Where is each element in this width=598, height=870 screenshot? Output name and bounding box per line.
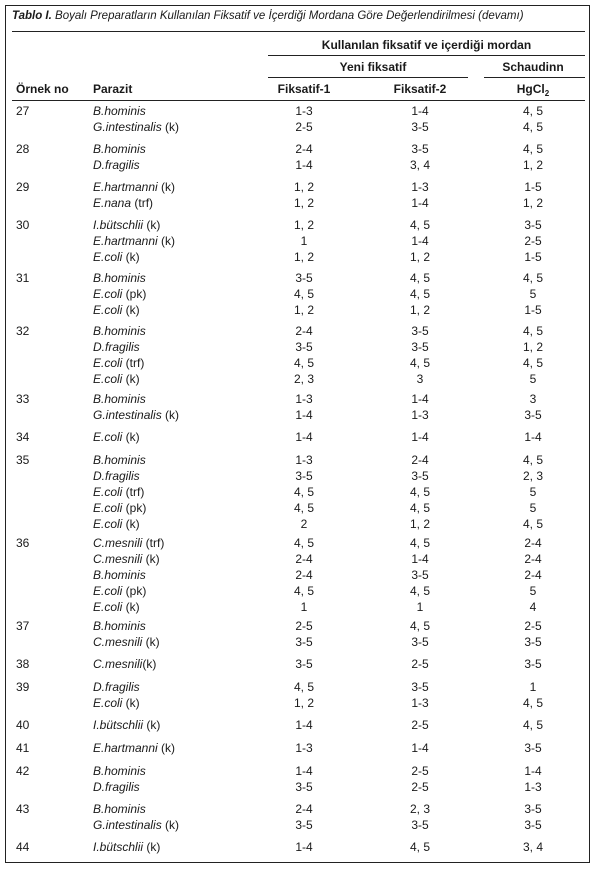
hgcl2-score: 1, 2 <box>522 196 543 210</box>
fiksatif1-score: 2 <box>300 517 308 531</box>
fiksatif2-score: 4, 5 <box>409 485 430 499</box>
parasite-cell <box>93 840 160 854</box>
hgcl2-base: HgCl <box>516 82 545 96</box>
fiksatif1-score: 1, 2 <box>293 196 314 210</box>
species-name: B.hominis <box>93 324 146 338</box>
fiksatif1-score: 1 <box>300 234 308 248</box>
species-name: B.hominis <box>93 104 146 118</box>
fiksatif2-score: 3-5 <box>411 680 429 694</box>
species-name: C.mesnili <box>93 657 143 671</box>
hgcl2-score: 2-5 <box>524 619 542 633</box>
species-name: E.coli <box>93 287 123 301</box>
fiksatif1-score: 1-4 <box>295 764 313 778</box>
sample-number: 38 <box>16 657 30 671</box>
stage-label: (k) <box>122 372 140 386</box>
species-name: B.hominis <box>93 271 146 285</box>
hgcl2-score: 3 <box>529 392 537 406</box>
hgcl2-score: 4, 5 <box>522 356 543 370</box>
fiksatif1-score: 3-5 <box>295 780 313 794</box>
fiksatif2-score: 4, 5 <box>409 218 430 232</box>
parasite-cell <box>93 234 175 248</box>
fiksatif2-score: 1, 2 <box>409 517 430 531</box>
yeni-fiksatif-header: Yeni fiksatif <box>339 60 407 74</box>
species-name: E.hartmanni <box>93 234 158 248</box>
fiksatif2-score: 3-5 <box>411 120 429 134</box>
hgcl2-score: 3-5 <box>524 408 542 422</box>
hgcl2-score: 1-4 <box>524 430 542 444</box>
hgcl2-score: 2, 3 <box>522 469 543 483</box>
fiksatif2-score: 1-4 <box>411 234 429 248</box>
fiksatif2-score: 3-5 <box>411 142 429 156</box>
sample-number: 33 <box>16 392 30 406</box>
fiksatif2-score: 3 <box>416 372 424 386</box>
parasite-cell <box>93 196 153 210</box>
fiksatif2-score: 1-4 <box>411 392 429 406</box>
species-name: E.hartmanni <box>93 180 158 194</box>
sample-number: 41 <box>16 741 30 755</box>
fiksatif1-score: 4, 5 <box>293 584 314 598</box>
sample-number: 31 <box>16 271 30 285</box>
stage-label: (trf) <box>122 485 145 499</box>
parasite-cell <box>93 142 146 156</box>
stage-label: (k) <box>161 120 180 134</box>
fiksatif2-score: 1-3 <box>411 696 429 710</box>
species-name: B.hominis <box>93 764 146 778</box>
fiksatif2-score: 4, 5 <box>409 501 430 515</box>
hgcl2-score: 5 <box>529 485 537 499</box>
species-name: C.mesnili <box>93 552 143 566</box>
fiksatif2-score: 2-5 <box>411 657 429 671</box>
species-name: E.coli <box>93 501 123 515</box>
species-name: D.fragilis <box>93 469 140 483</box>
hgcl2-score: 4, 5 <box>522 718 543 732</box>
stage-label: (k) <box>157 234 176 248</box>
fiksatif1-score: 1-4 <box>295 840 313 854</box>
hgcl2-score: 2-4 <box>524 568 542 582</box>
species-name: I.bütschlii <box>93 840 144 854</box>
fiksatif1-score: 2-5 <box>295 120 313 134</box>
fiksatif1-score: 2-4 <box>295 802 313 816</box>
hgcl2-score: 4 <box>529 600 537 614</box>
hgcl2-score: 1-3 <box>524 780 542 794</box>
species-name: E.hartmanni <box>93 741 158 755</box>
parasite-cell <box>93 741 175 755</box>
species-name: I.bütschlii <box>93 218 144 232</box>
schaudinn-rule <box>484 77 585 78</box>
species-name: E.coli <box>93 250 123 264</box>
fiksatif1-score: 3-5 <box>295 340 313 354</box>
parasite-cell <box>93 657 156 671</box>
hgcl2-score: 3-5 <box>524 218 542 232</box>
fiksatif1-score: 3-5 <box>295 657 313 671</box>
parasite-cell <box>93 635 160 649</box>
stage-label: (k) <box>122 250 140 264</box>
hgcl2-score: 3-5 <box>524 741 542 755</box>
fiksatif2-score: 2-5 <box>411 780 429 794</box>
parasite-cell <box>93 340 140 354</box>
parasite-cell <box>93 552 160 566</box>
stage-label: (k) <box>142 552 160 566</box>
fiksatif2-score: 1 <box>416 600 424 614</box>
fiksatif2-score: 4, 5 <box>409 536 430 550</box>
fiksatif1-score: 1, 2 <box>293 218 314 232</box>
species-name: E.coli <box>93 430 123 444</box>
parasite-cell <box>93 818 179 832</box>
fiksatif1-score: 2, 3 <box>293 372 314 386</box>
fiksatif1-score: 1-3 <box>295 453 313 467</box>
parasite-cell <box>93 180 175 194</box>
caption-text: Boyalı Preparatların Kullanılan Fiksatif ve İçerdiği Mordana Göre Değerlendirilmesi (devamı) <box>51 10 524 22</box>
schaudinn-header: Schaudinn <box>502 60 564 74</box>
sample-number: 35 <box>16 453 30 467</box>
hgcl2-score: 1 <box>529 680 537 694</box>
hgcl2-score: 5 <box>529 584 537 598</box>
species-name: E.coli <box>93 372 123 386</box>
stage-label: (k) <box>161 408 180 422</box>
species-name: E.coli <box>93 485 123 499</box>
parasite-cell <box>93 517 140 531</box>
stage-label: (k) <box>142 635 160 649</box>
stage-label: (pk) <box>122 287 147 301</box>
hgcl2-score: 3-5 <box>524 635 542 649</box>
sample-number: 39 <box>16 680 30 694</box>
parasite-cell <box>93 568 146 582</box>
parasite-cell <box>93 392 146 406</box>
species-name: D.fragilis <box>93 780 140 794</box>
fiksatif1-score: 1, 2 <box>293 250 314 264</box>
hgcl2-score: 4, 5 <box>522 120 543 134</box>
fiksatif2-score: 4, 5 <box>409 584 430 598</box>
hgcl2-score: 2-4 <box>524 536 542 550</box>
fiksatif1-score: 1-4 <box>295 718 313 732</box>
fiksatif2-score: 1, 2 <box>409 250 430 264</box>
sample-number: 30 <box>16 218 30 232</box>
parasite-cell <box>93 104 146 118</box>
species-name: G.intestinalis <box>93 120 162 134</box>
parasite-cell <box>93 696 140 710</box>
stage-label: (k) <box>122 600 140 614</box>
parasite-cell <box>93 536 164 550</box>
fiksatif1-score: 4, 5 <box>293 536 314 550</box>
hgcl2-score: 4, 5 <box>522 104 543 118</box>
header-bottom-rule <box>12 100 585 101</box>
species-name: E.coli <box>93 584 123 598</box>
parasite-cell <box>93 324 146 338</box>
stage-label: (k) <box>143 718 161 732</box>
fiksatif1-score: 3-5 <box>295 469 313 483</box>
parasite-cell <box>93 680 140 694</box>
sample-number: 40 <box>16 718 30 732</box>
parasite-cell <box>93 120 179 134</box>
parasite-cell <box>93 764 146 778</box>
hgcl2-score: 2-4 <box>524 552 542 566</box>
fiksatif2-score: 1-3 <box>411 180 429 194</box>
hgcl2-score: 4, 5 <box>522 271 543 285</box>
species-name: B.hominis <box>93 142 146 156</box>
fiksatif2-score: 2-5 <box>411 718 429 732</box>
species-name: I.bütschlii <box>93 718 144 732</box>
hgcl2-score: 5 <box>529 287 537 301</box>
caption-label: Tablo I. <box>12 10 52 22</box>
hgcl2-score: 1-5 <box>524 250 542 264</box>
stage-label: (k) <box>122 430 140 444</box>
fiksatif1-score: 2-4 <box>295 142 313 156</box>
fiksatif2-score: 2-4 <box>411 453 429 467</box>
stage-label: (trf) <box>122 356 145 370</box>
stage-label: (k) <box>143 840 161 854</box>
hgcl2-score: 4, 5 <box>522 324 543 338</box>
species-name: D.fragilis <box>93 340 140 354</box>
hgcl2-score: 3, 4 <box>522 840 543 854</box>
sample-number: 42 <box>16 764 30 778</box>
sample-number: 34 <box>16 430 30 444</box>
stage-label: (k) <box>157 180 176 194</box>
fiksatif1-score: 4, 5 <box>293 501 314 515</box>
hgcl2-score: 1-5 <box>524 180 542 194</box>
parasite-cell <box>93 287 146 301</box>
fiksatif1-score: 4, 5 <box>293 356 314 370</box>
sample-number: 27 <box>16 104 30 118</box>
hgcl2-score: 4, 5 <box>522 453 543 467</box>
parasite-cell <box>93 430 140 444</box>
fiksatif2-score: 4, 5 <box>409 271 430 285</box>
fiksatif2-score: 1-4 <box>411 552 429 566</box>
stage-label: (pk) <box>122 501 147 515</box>
fiksatif2-score: 3-5 <box>411 340 429 354</box>
parasite-cell <box>93 453 146 467</box>
fiksatif1-score: 1, 2 <box>293 696 314 710</box>
fiksatif2-score: 2-5 <box>411 764 429 778</box>
fiksatif2-score: 3-5 <box>411 635 429 649</box>
hgcl2-score: 2-5 <box>524 234 542 248</box>
parasite-cell <box>93 408 179 422</box>
stage-label: (trf) <box>142 536 165 550</box>
fiksatif1-score: 1, 2 <box>293 180 314 194</box>
fiksatif2-score: 1-4 <box>411 104 429 118</box>
fiksatif2-score: 4, 5 <box>409 287 430 301</box>
parasite-cell <box>93 619 146 633</box>
hgcl2-score: 4, 5 <box>522 517 543 531</box>
fiksatif1-score: 3-5 <box>295 635 313 649</box>
top-rule <box>12 31 585 32</box>
hgcl2-score: 4, 5 <box>522 696 543 710</box>
fiksatif1-score: 2-4 <box>295 324 313 338</box>
parasite-cell <box>93 600 140 614</box>
species-name: E.coli <box>93 303 123 317</box>
fiksatif1-score: 1-4 <box>295 158 313 172</box>
fiksatif2-score: 1-3 <box>411 408 429 422</box>
hgcl2-score: 5 <box>529 372 537 386</box>
stage-label: (pk) <box>122 584 147 598</box>
fiksatif1-score: 3-5 <box>295 271 313 285</box>
fiksatif1-score: 1-4 <box>295 408 313 422</box>
species-name: G.intestinalis <box>93 818 162 832</box>
parasite-cell <box>93 250 140 264</box>
parasite-cell <box>93 485 144 499</box>
fiksatif1-score: 1-3 <box>295 741 313 755</box>
fiksatif2-score: 3, 4 <box>409 158 430 172</box>
fiksatif1-score: 1 <box>300 600 308 614</box>
species-name: C.mesnili <box>93 536 143 550</box>
hgcl2-score: 4, 5 <box>522 142 543 156</box>
species-name: B.hominis <box>93 568 146 582</box>
sample-number: 43 <box>16 802 30 816</box>
stage-label: (k) <box>161 818 180 832</box>
sample-number: 37 <box>16 619 30 633</box>
stage-label: (k) <box>122 696 140 710</box>
species-name: E.nana <box>93 196 132 210</box>
parazit-header: Parazit <box>93 82 133 96</box>
hgcl2-score: 1-5 <box>524 303 542 317</box>
fiksatif1-score: 4, 5 <box>293 287 314 301</box>
species-name: G.intestinalis <box>93 408 162 422</box>
table-caption <box>12 10 524 22</box>
fiksatif2-score: 3-5 <box>411 324 429 338</box>
group-header: Kullanılan fiksatif ve içerdiği mordan <box>321 38 532 52</box>
fiksatif2-header: Fiksatif-2 <box>393 82 447 96</box>
parasite-cell <box>93 158 140 172</box>
hgcl2-header <box>478 82 588 98</box>
stage-label: (k) <box>122 517 140 531</box>
fiksatif2-score: 1, 2 <box>409 303 430 317</box>
parasite-cell <box>93 303 140 317</box>
species-name: E.coli <box>93 600 123 614</box>
fiksatif2-score: 4, 5 <box>409 356 430 370</box>
parasite-cell <box>93 372 140 386</box>
fiksatif2-score: 4, 5 <box>409 840 430 854</box>
fiksatif1-score: 1-4 <box>295 430 313 444</box>
hgcl2-score: 1, 2 <box>522 158 543 172</box>
fiksatif1-score: 2-4 <box>295 552 313 566</box>
sample-number: 28 <box>16 142 30 156</box>
fiksatif2-score: 3-5 <box>411 469 429 483</box>
parasite-cell <box>93 780 140 794</box>
stage-label: (k) <box>143 218 161 232</box>
parasite-cell <box>93 218 160 232</box>
fiksatif2-score: 1-4 <box>411 196 429 210</box>
species-name: E.coli <box>93 356 123 370</box>
ornek-no-header: Örnek no <box>16 82 69 96</box>
fiksatif1-score: 3-5 <box>295 818 313 832</box>
stage-label: (k) <box>142 657 157 671</box>
species-name: B.hominis <box>93 453 146 467</box>
species-name: B.hominis <box>93 802 146 816</box>
species-name: D.fragilis <box>93 680 140 694</box>
fiksatif2-score: 2, 3 <box>409 802 430 816</box>
parasite-cell <box>93 501 146 515</box>
sample-number: 36 <box>16 536 30 550</box>
fiksatif2-score: 1-4 <box>411 741 429 755</box>
hgcl2-score: 3-5 <box>524 802 542 816</box>
fiksatif1-score: 4, 5 <box>293 680 314 694</box>
hgcl2-score: 5 <box>529 501 537 515</box>
stage-label: (k) <box>122 303 140 317</box>
parasite-cell <box>93 802 146 816</box>
parasite-cell <box>93 718 160 732</box>
fiksatif1-score: 4, 5 <box>293 485 314 499</box>
species-name: C.mesnili <box>93 635 143 649</box>
parasite-cell <box>93 356 144 370</box>
fiksatif2-score: 3-5 <box>411 568 429 582</box>
parasite-cell <box>93 584 146 598</box>
hgcl2-subscript: 2 <box>544 89 550 98</box>
parasite-cell <box>93 271 146 285</box>
sample-number: 32 <box>16 324 30 338</box>
stage-label: (k) <box>157 741 176 755</box>
stage-label: (trf) <box>131 196 154 210</box>
fiksatif2-score: 3-5 <box>411 818 429 832</box>
group-rule <box>268 55 585 56</box>
hgcl2-score: 1, 2 <box>522 340 543 354</box>
fiksatif1-header: Fiksatif-1 <box>277 82 331 96</box>
fiksatif1-score: 1-3 <box>295 392 313 406</box>
species-name: E.coli <box>93 517 123 531</box>
fiksatif1-score: 2-4 <box>295 568 313 582</box>
species-name: D.fragilis <box>93 158 140 172</box>
sample-number: 29 <box>16 180 30 194</box>
fiksatif2-score: 1-4 <box>411 430 429 444</box>
fiksatif1-score: 1-3 <box>295 104 313 118</box>
fiksatif1-score: 2-5 <box>295 619 313 633</box>
sample-number: 44 <box>16 840 30 854</box>
hgcl2-score: 3-5 <box>524 657 542 671</box>
parasite-cell <box>93 469 140 483</box>
fiksatif1-score: 1, 2 <box>293 303 314 317</box>
species-name: B.hominis <box>93 392 146 406</box>
hgcl2-score: 1-4 <box>524 764 542 778</box>
hgcl2-score: 3-5 <box>524 818 542 832</box>
species-name: B.hominis <box>93 619 146 633</box>
fiksatif2-score: 4, 5 <box>409 619 430 633</box>
yeni-rule <box>268 77 468 78</box>
species-name: E.coli <box>93 696 123 710</box>
